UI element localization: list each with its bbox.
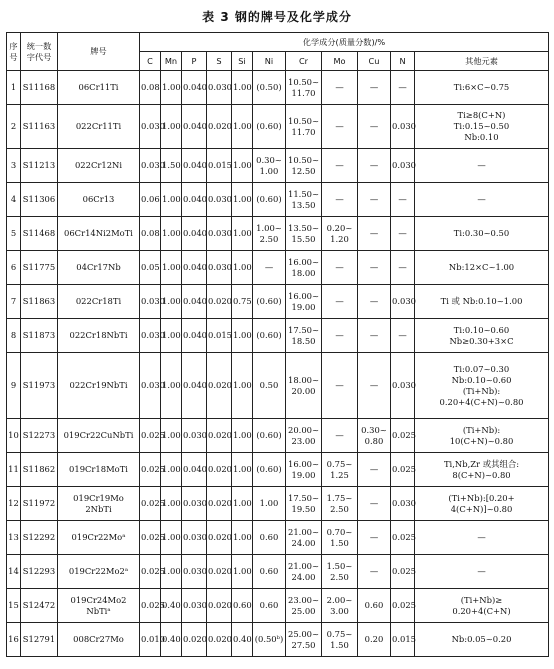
cell-cu: — — [358, 105, 391, 149]
cell-mn: 1.00 — [161, 285, 182, 319]
cell-grade: 022Cr12Ni — [58, 149, 140, 183]
cell-seq: 11 — [7, 453, 21, 487]
cell-other: Ti≥8(C+N) Ti:0.15~0.50 Nb:0.10 — [415, 105, 549, 149]
cell-c: 0.030 — [140, 285, 161, 319]
cell-s: 0.030 — [207, 251, 232, 285]
cell-other: (Ti+Nb): 10(C+N)~0.80 — [415, 419, 549, 453]
cell-code: S11775 — [21, 251, 58, 285]
cell-n: — — [391, 251, 415, 285]
cell-mn: 1.00 — [161, 419, 182, 453]
cell-cr: 18.00~ 20.00 — [286, 353, 322, 419]
cell-grade: 019Cr22Moᵃ — [58, 521, 140, 555]
cell-seq: 7 — [7, 285, 21, 319]
cell-mn: 1.00 — [161, 487, 182, 521]
cell-ni: (0.50) — [253, 71, 286, 105]
table-row — [7, 285, 549, 319]
cell-p: 0.030 — [182, 487, 207, 521]
cell-mo: — — [322, 319, 358, 353]
cell-code: S11168 — [21, 71, 58, 105]
table-row — [7, 521, 549, 555]
cell-p: 0.020 — [182, 623, 207, 657]
cell-p: 0.030 — [182, 521, 207, 555]
cell-cu: — — [358, 183, 391, 217]
cell-code: S11306 — [21, 183, 58, 217]
cell-ni: 0.30~ 1.00 — [253, 149, 286, 183]
cell-n: 0.025 — [391, 419, 415, 453]
cell-c: 0.010 — [140, 623, 161, 657]
cell-other: (Ti+Nb)≥ 0.20+4(C+N) — [415, 589, 549, 623]
cell-other: (Ti+Nb):[0.20+ 4(C+N)]~0.80 — [415, 487, 549, 521]
cell-ni: 0.50 — [253, 353, 286, 419]
cell-si: 1.00 — [232, 487, 253, 521]
cell-grade: 022Cr18NbTi — [58, 319, 140, 353]
cell-code: S12292 — [21, 521, 58, 555]
cell-code: S11163 — [21, 105, 58, 149]
cell-mo: — — [322, 285, 358, 319]
cell-code: S11863 — [21, 285, 58, 319]
cell-cr: 17.50~ 19.50 — [286, 487, 322, 521]
cell-cr: 10.50~ 12.50 — [286, 149, 322, 183]
cell-mo: 0.75~ 1.25 — [322, 453, 358, 487]
cell-n: 0.030 — [391, 285, 415, 319]
header-element: C — [140, 52, 161, 71]
header-element: N — [391, 52, 415, 71]
cell-mn: 1.00 — [161, 183, 182, 217]
cell-grade: 022Cr18Ti — [58, 285, 140, 319]
cell-mn: 1.00 — [161, 453, 182, 487]
cell-mn: 1.00 — [161, 521, 182, 555]
cell-cr: 16.00~ 19.00 — [286, 285, 322, 319]
cell-other: — — [415, 555, 549, 589]
chemical-composition-table — [6, 32, 549, 657]
cell-mo: — — [322, 183, 358, 217]
cell-cu: — — [358, 353, 391, 419]
cell-s: 0.020 — [207, 487, 232, 521]
cell-c: 0.030 — [140, 353, 161, 419]
cell-other: Nb:0.05~0.20 — [415, 623, 549, 657]
cell-mn: 1.00 — [161, 555, 182, 589]
cell-code: S12293 — [21, 555, 58, 589]
cell-si: 1.00 — [232, 251, 253, 285]
cell-cu: — — [358, 487, 391, 521]
cell-si: 1.00 — [232, 353, 253, 419]
cell-p: 0.040 — [182, 217, 207, 251]
table-row — [7, 623, 549, 657]
cell-mo: — — [322, 419, 358, 453]
cell-ni: 0.60 — [253, 589, 286, 623]
cell-s: 0.020 — [207, 555, 232, 589]
cell-si: 1.00 — [232, 183, 253, 217]
table-row — [7, 419, 549, 453]
cell-n: 0.025 — [391, 555, 415, 589]
cell-cr: 25.00~ 27.50 — [286, 623, 322, 657]
cell-seq: 10 — [7, 419, 21, 453]
cell-s: 0.020 — [207, 105, 232, 149]
cell-cu: — — [358, 251, 391, 285]
cell-ni: 1.00~ 2.50 — [253, 217, 286, 251]
cell-n: — — [391, 71, 415, 105]
cell-mo: 0.75~ 1.50 — [322, 623, 358, 657]
table-row — [7, 251, 549, 285]
cell-other: Ti:0.07~0.30 Nb:0.10~0.60 (Ti+Nb): 0.20+4(C+N)~0.80 — [415, 353, 549, 419]
cell-p: 0.040 — [182, 251, 207, 285]
cell-code: S11873 — [21, 319, 58, 353]
cell-si: 1.00 — [232, 319, 253, 353]
cell-ni: (0.60) — [253, 105, 286, 149]
cell-si: 1.00 — [232, 521, 253, 555]
cell-cr: 10.50~ 11.70 — [286, 105, 322, 149]
cell-p: 0.040 — [182, 71, 207, 105]
cell-grade: 06Cr14Ni2MoTi — [58, 217, 140, 251]
cell-n: 0.025 — [391, 453, 415, 487]
table-row — [7, 71, 549, 105]
header-seq: 序 号 — [7, 33, 21, 71]
cell-other: — — [415, 183, 549, 217]
header-element: 其他元素 — [415, 52, 549, 71]
cell-seq: 3 — [7, 149, 21, 183]
cell-mn: 1.50 — [161, 149, 182, 183]
cell-n: — — [391, 319, 415, 353]
cell-grade: 019Cr22Mo2ᵃ — [58, 555, 140, 589]
cell-c: 0.030 — [140, 105, 161, 149]
cell-code: S11213 — [21, 149, 58, 183]
cell-mn: 1.00 — [161, 105, 182, 149]
cell-si: 0.40 — [232, 623, 253, 657]
cell-s: 0.020 — [207, 589, 232, 623]
table-row — [7, 589, 549, 623]
cell-n: 0.015 — [391, 623, 415, 657]
cell-cu: 0.30~ 0.80 — [358, 419, 391, 453]
cell-seq: 12 — [7, 487, 21, 521]
cell-c: 0.030 — [140, 149, 161, 183]
table-row — [7, 487, 549, 521]
cell-other: Ti,Nb,Zr 或其组合: 8(C+N)~0.80 — [415, 453, 549, 487]
cell-code: S12472 — [21, 589, 58, 623]
cell-s: 0.030 — [207, 183, 232, 217]
cell-c: 0.08 — [140, 217, 161, 251]
cell-s: 0.020 — [207, 521, 232, 555]
cell-si: 1.00 — [232, 149, 253, 183]
cell-p: 0.040 — [182, 453, 207, 487]
cell-other: — — [415, 149, 549, 183]
cell-mo: — — [322, 251, 358, 285]
cell-ni: (0.60) — [253, 453, 286, 487]
cell-n: 0.030 — [391, 105, 415, 149]
cell-cr: 13.50~ 15.50 — [286, 217, 322, 251]
cell-cr: 21.00~ 24.00 — [286, 521, 322, 555]
cell-cr: 11.50~ 13.50 — [286, 183, 322, 217]
cell-p: 0.030 — [182, 419, 207, 453]
cell-other: Nb:12×C~1.00 — [415, 251, 549, 285]
cell-cu: — — [358, 149, 391, 183]
cell-s: 0.015 — [207, 149, 232, 183]
cell-grade: 008Cr27Mo — [58, 623, 140, 657]
cell-s: 0.020 — [207, 353, 232, 419]
cell-mn: 1.00 — [161, 319, 182, 353]
cell-c: 0.06 — [140, 183, 161, 217]
header-element: Cr — [286, 52, 322, 71]
cell-code: S11972 — [21, 487, 58, 521]
cell-ni: (0.60) — [253, 183, 286, 217]
cell-mo: — — [322, 149, 358, 183]
cell-cu: 0.60 — [358, 589, 391, 623]
cell-p: 0.040 — [182, 183, 207, 217]
cell-s: 0.020 — [207, 419, 232, 453]
cell-c: 0.025 — [140, 487, 161, 521]
cell-ni: (0.60) — [253, 419, 286, 453]
cell-si: 1.00 — [232, 419, 253, 453]
cell-grade: 06Cr11Ti — [58, 71, 140, 105]
cell-mo: — — [322, 71, 358, 105]
cell-seq: 4 — [7, 183, 21, 217]
header-chem: 化学成分(质量分数)/% — [140, 33, 549, 52]
header-element: Mn — [161, 52, 182, 71]
cell-si: 0.60 — [232, 589, 253, 623]
cell-s: 0.030 — [207, 217, 232, 251]
table-row — [7, 319, 549, 353]
table-row — [7, 555, 549, 589]
cell-c: 0.025 — [140, 453, 161, 487]
cell-mo: 0.20~ 1.20 — [322, 217, 358, 251]
cell-mo: 2.00~ 3.00 — [322, 589, 358, 623]
header-element: Cu — [358, 52, 391, 71]
cell-grade: 022Cr11Ti — [58, 105, 140, 149]
cell-p: 0.040 — [182, 105, 207, 149]
cell-mn: 1.00 — [161, 71, 182, 105]
cell-code: S11468 — [21, 217, 58, 251]
cell-seq: 1 — [7, 71, 21, 105]
cell-other: — — [415, 521, 549, 555]
cell-n: 0.025 — [391, 589, 415, 623]
cell-code: S12273 — [21, 419, 58, 453]
cell-seq: 16 — [7, 623, 21, 657]
cell-ni: (0.50ᵇ) — [253, 623, 286, 657]
table-row — [7, 149, 549, 183]
cell-p: 0.040 — [182, 319, 207, 353]
cell-mo: 1.50~ 2.50 — [322, 555, 358, 589]
cell-n: 0.025 — [391, 521, 415, 555]
cell-ni: (0.60) — [253, 319, 286, 353]
header-grade: 牌号 — [58, 33, 140, 71]
cell-n: — — [391, 217, 415, 251]
cell-code: S11973 — [21, 353, 58, 419]
cell-s: 0.020 — [207, 623, 232, 657]
cell-c: 0.030 — [140, 319, 161, 353]
cell-s: 0.015 — [207, 319, 232, 353]
cell-other: Ti:0.10~0.60 Nb≥0.30+3×C — [415, 319, 549, 353]
header-code: 统一数 字代号 — [21, 33, 58, 71]
cell-other: Ti 或 Nb:0.10~1.00 — [415, 285, 549, 319]
cell-cu: 0.20 — [358, 623, 391, 657]
cell-c: 0.08 — [140, 71, 161, 105]
cell-s: 0.020 — [207, 453, 232, 487]
header-element: S — [207, 52, 232, 71]
cell-cr: 20.00~ 23.00 — [286, 419, 322, 453]
cell-mo: — — [322, 105, 358, 149]
cell-si: 1.00 — [232, 453, 253, 487]
cell-grade: 019Cr19Mo 2NbTi — [58, 487, 140, 521]
cell-si: 1.00 — [232, 555, 253, 589]
cell-p: 0.040 — [182, 285, 207, 319]
cell-p: 0.030 — [182, 555, 207, 589]
cell-cr: 23.00~ 25.00 — [286, 589, 322, 623]
cell-cr: 10.50~ 11.70 — [286, 71, 322, 105]
cell-ni: 0.60 — [253, 521, 286, 555]
cell-mn: 0.40 — [161, 623, 182, 657]
header-element: P — [182, 52, 207, 71]
cell-code: S12791 — [21, 623, 58, 657]
cell-c: 0.05 — [140, 251, 161, 285]
cell-si: 1.00 — [232, 217, 253, 251]
cell-grade: 04Cr17Nb — [58, 251, 140, 285]
cell-grade: 06Cr13 — [58, 183, 140, 217]
table-row — [7, 217, 549, 251]
cell-cu: — — [358, 285, 391, 319]
cell-c: 0.025 — [140, 521, 161, 555]
table-row — [7, 183, 549, 217]
cell-cu: — — [358, 453, 391, 487]
cell-si: 1.00 — [232, 71, 253, 105]
cell-s: 0.020 — [207, 285, 232, 319]
cell-seq: 9 — [7, 353, 21, 419]
cell-mn: 1.00 — [161, 251, 182, 285]
cell-seq: 15 — [7, 589, 21, 623]
cell-seq: 8 — [7, 319, 21, 353]
cell-p: 0.040 — [182, 149, 207, 183]
cell-c: 0.025 — [140, 589, 161, 623]
cell-n: 0.030 — [391, 353, 415, 419]
cell-n: 0.030 — [391, 149, 415, 183]
cell-c: 0.025 — [140, 419, 161, 453]
cell-mo: 1.75~ 2.50 — [322, 487, 358, 521]
cell-ni: 1.00 — [253, 487, 286, 521]
cell-cu: — — [358, 319, 391, 353]
cell-seq: 6 — [7, 251, 21, 285]
cell-n: 0.030 — [391, 487, 415, 521]
cell-ni: — — [253, 251, 286, 285]
cell-mn: 0.40 — [161, 589, 182, 623]
table-title: 表 3 钢的牌号及化学成分 — [202, 10, 352, 24]
cell-cu: — — [358, 555, 391, 589]
cell-other: Ti:6×C~0.75 — [415, 71, 549, 105]
cell-grade: 019Cr24Mo2 NbTiᵃ — [58, 589, 140, 623]
cell-cr: 16.00~ 19.00 — [286, 453, 322, 487]
table-row — [7, 105, 549, 149]
cell-grade: 019Cr22CuNbTi — [58, 419, 140, 453]
table-row — [7, 453, 549, 487]
cell-p: 0.040 — [182, 353, 207, 419]
cell-cu: — — [358, 521, 391, 555]
cell-mo: 0.70~ 1.50 — [322, 521, 358, 555]
table-row — [7, 353, 549, 419]
cell-cr: 17.50~ 18.50 — [286, 319, 322, 353]
cell-mo: — — [322, 353, 358, 419]
cell-seq: 13 — [7, 521, 21, 555]
cell-cu: — — [358, 71, 391, 105]
cell-other: Ti:0.30~0.50 — [415, 217, 549, 251]
cell-grade: 022Cr19NbTi — [58, 353, 140, 419]
cell-cr: 21.00~ 24.00 — [286, 555, 322, 589]
cell-c: 0.025 — [140, 555, 161, 589]
cell-seq: 2 — [7, 105, 21, 149]
cell-si: 0.75 — [232, 285, 253, 319]
cell-cr: 16.00~ 18.00 — [286, 251, 322, 285]
cell-si: 1.00 — [232, 105, 253, 149]
cell-mn: 1.00 — [161, 217, 182, 251]
cell-p: 0.030 — [182, 589, 207, 623]
cell-cu: — — [358, 217, 391, 251]
cell-grade: 019Cr18MoTi — [58, 453, 140, 487]
cell-ni: 0.60 — [253, 555, 286, 589]
cell-ni: (0.60) — [253, 285, 286, 319]
header-element: Si — [232, 52, 253, 71]
header-element: Mo — [322, 52, 358, 71]
cell-s: 0.030 — [207, 71, 232, 105]
header-element: Ni — [253, 52, 286, 71]
cell-seq: 5 — [7, 217, 21, 251]
cell-code: S11862 — [21, 453, 58, 487]
cell-seq: 14 — [7, 555, 21, 589]
cell-mn: 1.00 — [161, 353, 182, 419]
cell-n: — — [391, 183, 415, 217]
